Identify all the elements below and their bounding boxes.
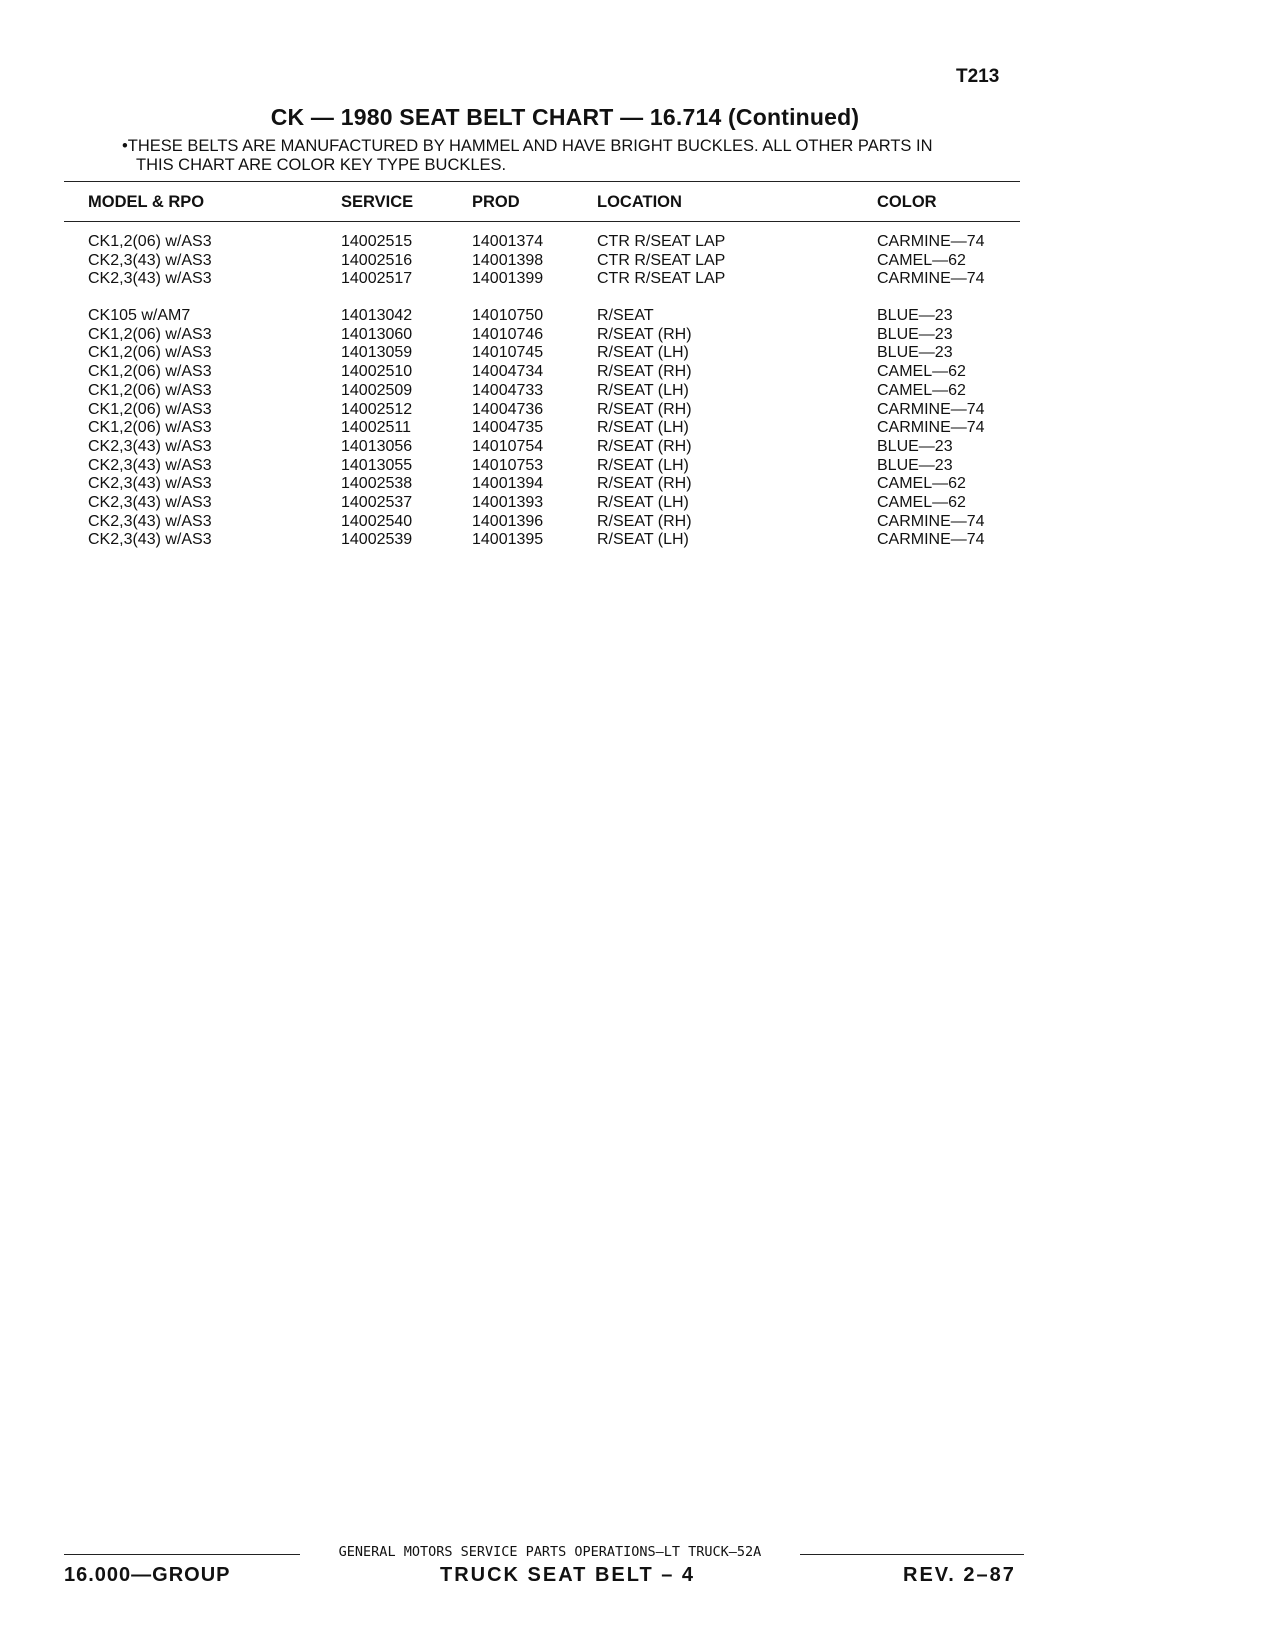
cell-prod: 14001398 (472, 251, 544, 269)
cell-model: CK2,3(43) w/AS3 (88, 456, 212, 474)
cell-location: CTR R/SEAT LAP (597, 233, 726, 250)
table-row (0, 344, 1280, 363)
footer-revision: REV. 2–87 (903, 1564, 1016, 1586)
cell-model: CK1,2(06) w/AS3 (88, 381, 212, 399)
cell-location: CTR R/SEAT LAP (597, 270, 726, 288)
cell-model: CK2,3(43) w/AS3 (88, 512, 212, 530)
cell-location: R/SEAT (RH) (597, 475, 692, 493)
table-row (0, 475, 1280, 494)
cell-location: R/SEAT (597, 307, 654, 325)
cell-location: R/SEAT (LH) (597, 456, 689, 474)
footer-publisher: GENERAL MOTORS SERVICE PARTS OPERATIONS—LT TRUCK—52A (300, 1544, 800, 1560)
cell-model: CK1,2(06) w/AS3 (88, 419, 212, 437)
seat-belt-table-body (0, 233, 1280, 550)
table-row (0, 382, 1280, 401)
footer-group: 16.000—GROUP (64, 1564, 231, 1586)
cell-color: CARMINE—74 (877, 233, 985, 250)
footer-section-title: TRUCK SEAT BELT – 4 (440, 1564, 696, 1586)
cell-service: 14002537 (341, 493, 413, 511)
cell-prod: 14001394 (472, 475, 544, 493)
table-row (0, 307, 1280, 326)
chart-note-line-2: THIS CHART ARE COLOR KEY TYPE BUCKLES. (136, 156, 507, 174)
cell-model: CK2,3(43) w/AS3 (88, 270, 212, 288)
cell-model: CK1,2(06) w/AS3 (88, 325, 212, 343)
header-prod: PROD (472, 193, 520, 211)
cell-color: CARMINE—74 (877, 512, 985, 530)
cell-color: BLUE—23 (877, 344, 953, 362)
chart-note-line-1: •THESE BELTS ARE MANUFACTURED BY HAMMEL AND HAVE BRIGHT BUCKLES. ALL OTHER PARTS IN (122, 137, 933, 155)
cell-prod: 14004735 (472, 419, 544, 437)
table-row (0, 531, 1280, 550)
cell-model: CK105 w/AM7 (88, 307, 191, 325)
cell-location: R/SEAT (LH) (597, 493, 689, 511)
cell-model: CK1,2(06) w/AS3 (88, 363, 212, 381)
cell-color: CAMEL—62 (877, 475, 966, 493)
cell-service: 14002538 (341, 475, 413, 493)
chart-note (122, 137, 982, 175)
table-row (0, 419, 1280, 438)
cell-color: CAMEL—62 (877, 363, 966, 381)
cell-location: CTR R/SEAT LAP (597, 251, 726, 269)
cell-prod: 14004733 (472, 381, 544, 399)
cell-service: 14013042 (341, 307, 413, 325)
cell-location: R/SEAT (RH) (597, 325, 692, 343)
cell-service: 14002540 (341, 512, 413, 530)
cell-prod: 14004734 (472, 363, 544, 381)
cell-prod: 14001393 (472, 493, 544, 511)
header-location: LOCATION (597, 193, 682, 211)
table-row (0, 270, 1280, 289)
cell-location: R/SEAT (RH) (597, 512, 692, 530)
table-row (0, 457, 1280, 476)
header-bottom-rule (64, 221, 1020, 222)
cell-prod: 14001374 (472, 233, 544, 250)
cell-model: CK1,2(06) w/AS3 (88, 344, 212, 362)
cell-service: 14002516 (341, 251, 413, 269)
cell-service: 14013060 (341, 325, 413, 343)
cell-color: CARMINE—74 (877, 531, 985, 549)
cell-color: BLUE—23 (877, 307, 953, 325)
cell-prod: 14010746 (472, 325, 544, 343)
cell-model: CK2,3(43) w/AS3 (88, 475, 212, 493)
cell-service: 14002517 (341, 270, 413, 288)
cell-color: CARMINE—74 (877, 400, 985, 418)
cell-prod: 14004736 (472, 400, 544, 418)
table-row (0, 326, 1280, 345)
cell-prod: 14010745 (472, 344, 544, 362)
page-title (0, 104, 1280, 131)
cell-prod: 14010753 (472, 456, 544, 474)
cell-model: CK2,3(43) w/AS3 (88, 251, 212, 269)
cell-location: R/SEAT (RH) (597, 363, 692, 381)
table-row (0, 363, 1280, 382)
cell-service: 14002510 (341, 363, 413, 381)
cell-location: R/SEAT (RH) (597, 437, 692, 455)
cell-location: R/SEAT (RH) (597, 400, 692, 418)
header-service: SERVICE (341, 193, 414, 211)
cell-model: CK2,3(43) w/AS3 (88, 493, 212, 511)
cell-color: CAMEL—62 (877, 493, 966, 511)
table-row (0, 252, 1280, 271)
cell-service: 14002511 (341, 419, 411, 437)
table-row (0, 494, 1280, 513)
cell-color: BLUE—23 (877, 456, 953, 474)
cell-model: CK2,3(43) w/AS3 (88, 531, 212, 549)
cell-location: R/SEAT (LH) (597, 531, 689, 549)
table-row (0, 438, 1280, 457)
cell-color: CARMINE—74 (877, 270, 985, 288)
header-model: MODEL & RPO (88, 193, 205, 211)
cell-color: CARMINE—74 (877, 419, 985, 437)
cell-model: CK1,2(06) w/AS3 (88, 233, 212, 250)
cell-color: BLUE—23 (877, 325, 953, 343)
cell-prod: 14010750 (472, 307, 544, 325)
cell-color: CAMEL—62 (877, 251, 966, 269)
cell-service: 14002515 (341, 233, 413, 250)
table-row (0, 233, 1280, 252)
table-row (0, 401, 1280, 420)
table-row (0, 513, 1280, 532)
cell-model: CK1,2(06) w/AS3 (88, 400, 212, 418)
cell-prod: 14001395 (472, 531, 544, 549)
cell-prod: 14001396 (472, 512, 544, 530)
cell-prod: 14001399 (472, 270, 544, 288)
cell-service: 14002509 (341, 381, 413, 399)
cell-location: R/SEAT (LH) (597, 344, 689, 362)
cell-color: BLUE—23 (877, 437, 953, 455)
cell-service: 14013059 (341, 344, 413, 362)
header-color: COLOR (877, 193, 937, 211)
cell-service: 14002539 (341, 531, 413, 549)
cell-color: CAMEL—62 (877, 381, 966, 399)
table-top-rule (64, 181, 1020, 182)
page-id: T213 (956, 66, 1000, 87)
cell-service: 14013056 (341, 437, 413, 455)
cell-model: CK2,3(43) w/AS3 (88, 437, 212, 455)
cell-location: R/SEAT (LH) (597, 381, 689, 399)
cell-prod: 14010754 (472, 437, 544, 455)
page-title-text: CK — 1980 SEAT BELT CHART — 16.714 (Continued) (270, 104, 860, 130)
cell-service: 14002512 (341, 400, 413, 418)
cell-service: 14013055 (341, 456, 413, 474)
cell-location: R/SEAT (LH) (597, 419, 689, 437)
